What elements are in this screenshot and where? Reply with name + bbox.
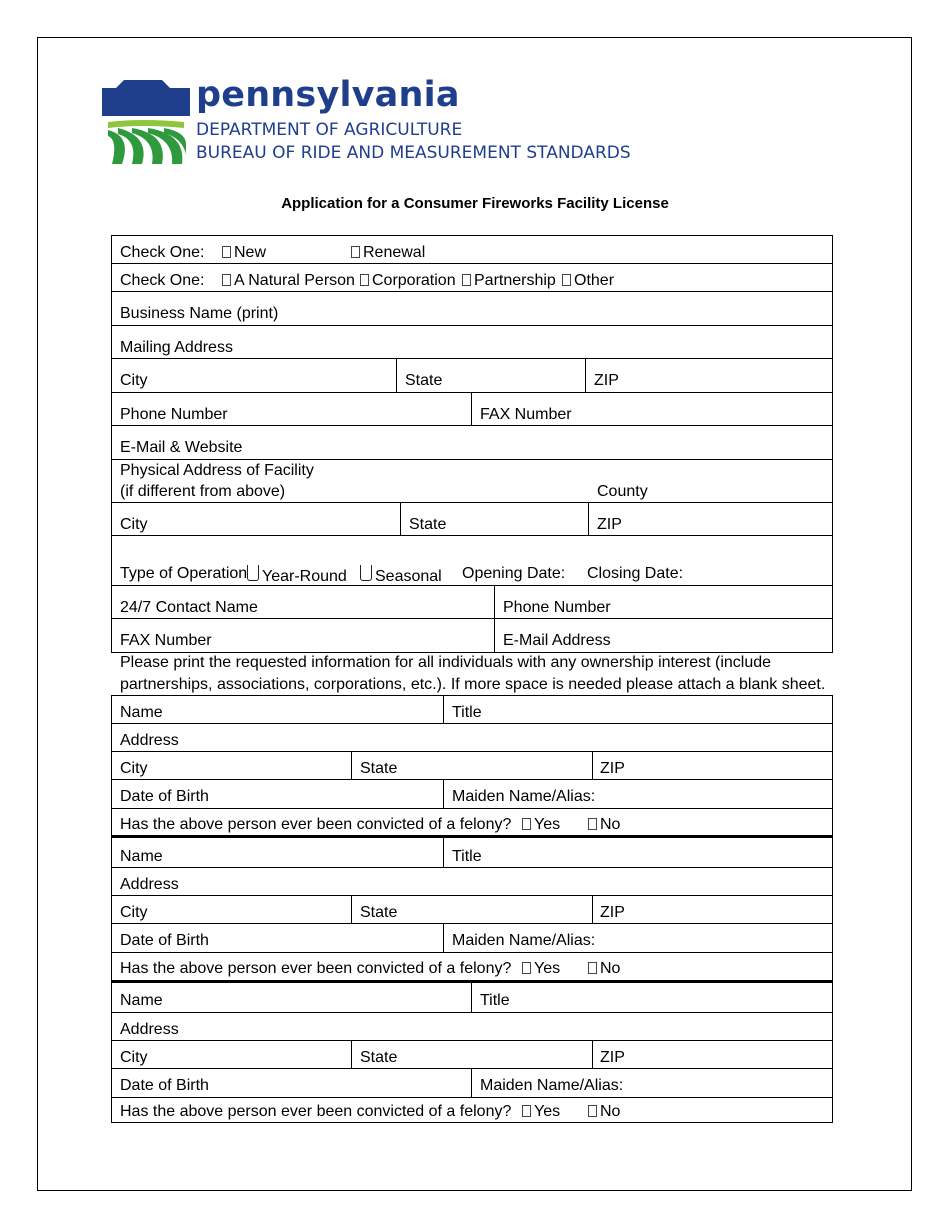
owner1-state-field[interactable]: State	[360, 760, 398, 777]
department-name: DEPARTMENT OF AGRICULTURE	[196, 120, 463, 140]
year-round-checkbox[interactable]	[247, 565, 259, 581]
opening-date-field[interactable]: Opening Date:	[462, 565, 566, 582]
owner1-city-field[interactable]: City	[120, 760, 148, 777]
contact-email-field[interactable]: E-Mail Address	[503, 632, 611, 649]
owner3-address-field[interactable]: Address	[120, 1021, 179, 1038]
closing-date-field[interactable]: Closing Date:	[587, 565, 684, 582]
owner2-dob-field[interactable]: Date of Birth	[120, 932, 209, 949]
renewal-option[interactable]: Renewal	[351, 244, 425, 262]
county-field[interactable]: County	[597, 483, 648, 500]
owner1-address-field[interactable]: Address	[120, 732, 179, 749]
facility-state-field[interactable]: State	[409, 516, 447, 533]
owner3-state-field[interactable]: State	[360, 1049, 398, 1066]
facility-city-field[interactable]: City	[120, 516, 148, 533]
owner2-no-checkbox[interactable]	[588, 962, 597, 974]
owner3-felony-no[interactable]: No	[588, 1103, 620, 1121]
other-option[interactable]: Other	[562, 272, 614, 290]
owner3-dob-field[interactable]: Date of Birth	[120, 1077, 209, 1094]
owner1-yes-checkbox[interactable]	[522, 818, 531, 830]
physical-address-note: (if different from above)	[120, 483, 286, 500]
owner3-title-field[interactable]: Title	[480, 992, 510, 1009]
owner2-zip-field[interactable]: ZIP	[600, 904, 625, 921]
ownership-table	[111, 695, 833, 1123]
owner3-yes-checkbox[interactable]	[522, 1105, 531, 1117]
natural-person-checkbox[interactable]	[222, 274, 231, 286]
owner2-state-field[interactable]: State	[360, 904, 398, 921]
owner3-city-field[interactable]: City	[120, 1049, 148, 1066]
owner3-felony-question: Has the above person ever been convicted of a felony?	[120, 1103, 512, 1120]
owner1-dob-field[interactable]: Date of Birth	[120, 788, 209, 805]
year-round-option[interactable]: Year-Round	[245, 565, 347, 586]
owner1-felony-yes[interactable]: Yes	[522, 816, 560, 834]
owner1-maiden-field[interactable]: Maiden Name/Alias:	[452, 788, 596, 805]
natural-person-option[interactable]: A Natural Person	[222, 272, 355, 290]
owner1-felony-question: Has the above person ever been convicted of a felony?	[120, 816, 512, 833]
owner1-name-field[interactable]: Name	[120, 704, 163, 721]
new-checkbox[interactable]	[222, 246, 231, 258]
mailing-address-field[interactable]: Mailing Address	[120, 339, 233, 356]
corporation-checkbox[interactable]	[360, 274, 369, 286]
corporation-option[interactable]: Corporation	[360, 272, 456, 290]
bureau-name: BUREAU OF RIDE AND MEASUREMENT STANDARDS	[196, 143, 631, 163]
owner2-felony-question: Has the above person ever been convicted of a felony?	[120, 960, 512, 977]
owner2-name-field[interactable]: Name	[120, 848, 163, 865]
owner2-felony-no[interactable]: No	[588, 960, 620, 978]
owner1-no-checkbox[interactable]	[588, 818, 597, 830]
mailing-city-field[interactable]: City	[120, 372, 148, 389]
seasonal-option[interactable]: Seasonal	[358, 565, 442, 586]
fax-number-field[interactable]: FAX Number	[480, 406, 572, 423]
partnership-checkbox[interactable]	[462, 274, 471, 286]
physical-address-field[interactable]: Physical Address of Facility	[120, 462, 314, 479]
owner3-felony-yes[interactable]: Yes	[522, 1103, 560, 1121]
ownership-note-line1: Please print the requested information for all individuals with any ownership interest (include	[120, 654, 772, 671]
other-checkbox[interactable]	[562, 274, 571, 286]
owner2-yes-checkbox[interactable]	[522, 962, 531, 974]
mailing-state-field[interactable]: State	[405, 372, 443, 389]
owner1-zip-field[interactable]: ZIP	[600, 760, 625, 777]
contact-name-field[interactable]: 24/7 Contact Name	[120, 599, 258, 616]
owner2-maiden-field[interactable]: Maiden Name/Alias:	[452, 932, 596, 949]
renewal-checkbox[interactable]	[351, 246, 360, 258]
business-name-field[interactable]: Business Name (print)	[120, 305, 279, 322]
new-option[interactable]: New	[222, 244, 266, 262]
partnership-option[interactable]: Partnership	[462, 272, 556, 290]
ownership-note-line2: partnerships, associations, corporations, etc.). If more space is needed please attach a blank sheet.	[120, 676, 826, 693]
owner2-city-field[interactable]: City	[120, 904, 148, 921]
owner1-title-field[interactable]: Title	[452, 704, 482, 721]
owner1-felony-no[interactable]: No	[588, 816, 620, 834]
facility-zip-field[interactable]: ZIP	[597, 516, 622, 533]
form-title: Application for a Consumer Fireworks Facility License	[281, 195, 669, 212]
owner3-name-field[interactable]: Name	[120, 992, 163, 1009]
contact-phone-field[interactable]: Phone Number	[503, 599, 611, 616]
owner2-felony-yes[interactable]: Yes	[522, 960, 560, 978]
email-website-field[interactable]: E-Mail & Website	[120, 439, 243, 456]
brand-name: pennsylvania	[196, 75, 460, 115]
check-one-label: Check One:	[120, 272, 205, 289]
mailing-zip-field[interactable]: ZIP	[594, 372, 619, 389]
check-one-label: Check One:	[120, 244, 205, 261]
owner3-maiden-field[interactable]: Maiden Name/Alias:	[480, 1077, 624, 1094]
owner2-title-field[interactable]: Title	[452, 848, 482, 865]
contact-fax-field[interactable]: FAX Number	[120, 632, 212, 649]
type-of-operation-label: Type of Operation	[120, 565, 248, 582]
seasonal-checkbox[interactable]	[360, 565, 372, 581]
owner3-no-checkbox[interactable]	[588, 1105, 597, 1117]
owner2-address-field[interactable]: Address	[120, 876, 179, 893]
owner3-zip-field[interactable]: ZIP	[600, 1049, 625, 1066]
phone-number-field[interactable]: Phone Number	[120, 406, 228, 423]
